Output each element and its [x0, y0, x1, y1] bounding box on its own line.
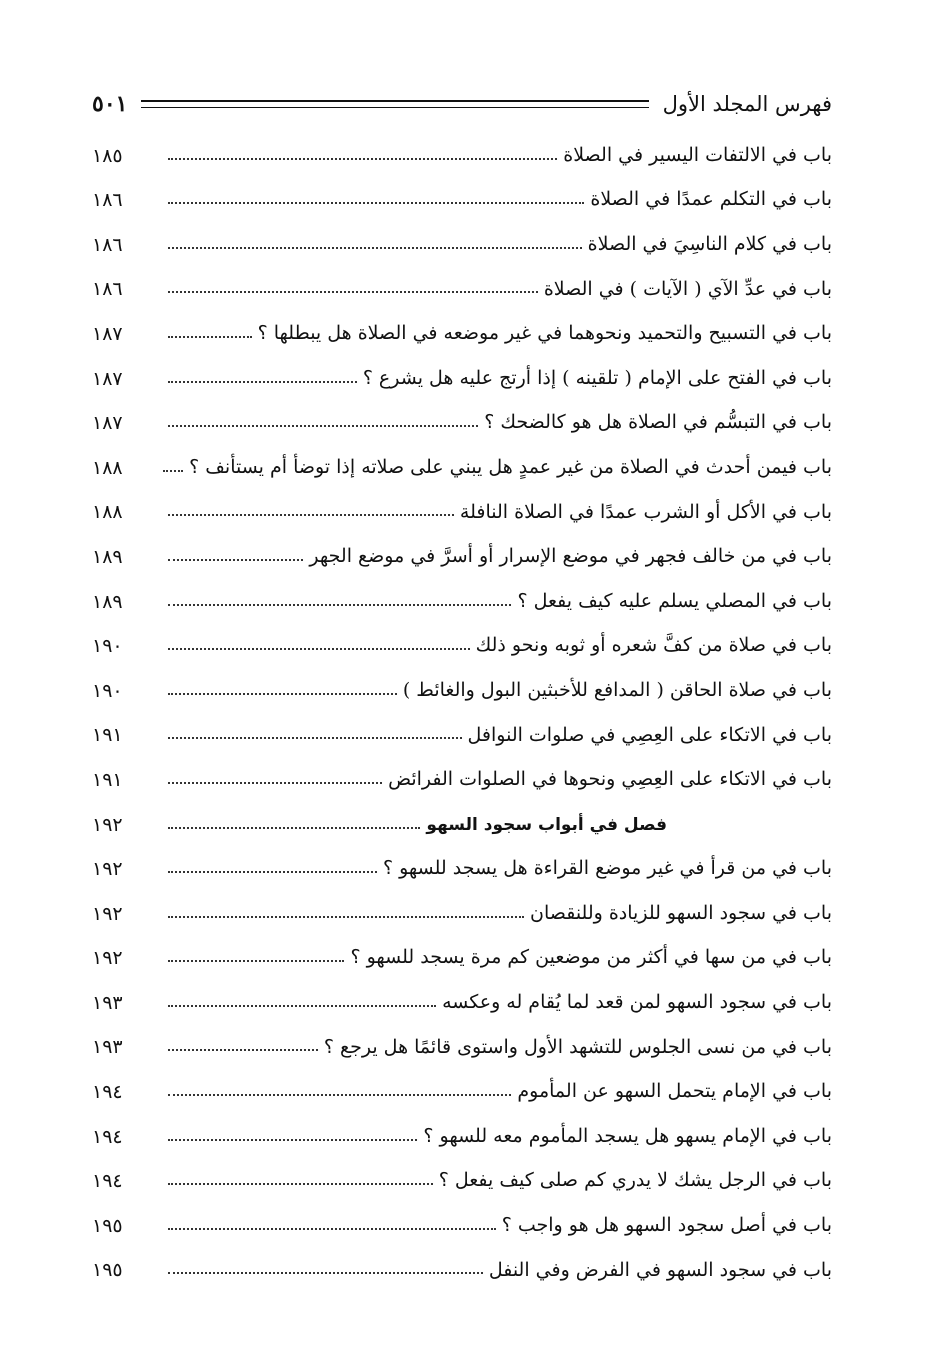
- toc-entry-title: باب في الأكل أو الشرب عمدًا في الصلاة النافلة: [459, 500, 832, 523]
- toc-entry: [92, 619, 832, 664]
- toc-entry-title: باب في من خالف فجهر في موضع الإسرار أو أسرَّ في موضع الجهر: [309, 545, 832, 568]
- dot-leader: [163, 469, 183, 472]
- toc-entry-title: باب في الرجل يشك لا يدري كم صلى كيف يفعل ؟: [438, 1169, 832, 1192]
- toc-entry-page: ١٩٥: [92, 1259, 123, 1282]
- toc-entry: [92, 440, 832, 485]
- toc-entry-title: باب في الاتكاء على العِصِي ونحوها في الصلوات الفرائض: [388, 768, 832, 791]
- toc-entry: [92, 485, 832, 530]
- toc-entry-page: ١٨٦: [92, 278, 123, 301]
- dot-leader: [168, 157, 557, 160]
- toc-entry: [92, 886, 832, 931]
- dot-leader: [168, 959, 344, 962]
- toc-entry: [92, 574, 832, 619]
- dot-leader: [168, 870, 377, 873]
- toc-entry-page: ١٩١: [92, 724, 123, 747]
- page-header: [92, 86, 832, 122]
- toc-entry: [92, 1154, 832, 1199]
- toc-entry: [92, 663, 832, 708]
- toc-entry: [92, 217, 832, 262]
- dot-leader: [168, 246, 582, 249]
- dot-leader: [168, 1227, 496, 1230]
- toc-entry-title: باب في كلام الناسِيَ في الصلاة: [587, 232, 832, 255]
- toc-entry-title: باب في صلاة من كفَّ شعره أو ثوبه ونحو ذلك: [475, 634, 832, 657]
- dot-leader: [168, 1182, 433, 1185]
- toc-entry: [92, 1198, 832, 1243]
- toc-entry: [92, 1020, 832, 1065]
- toc-entry: [92, 975, 832, 1020]
- dot-leader: [168, 1093, 511, 1096]
- toc-entry-page: ١٩٣: [92, 1036, 123, 1059]
- toc-entry-title: باب في الإمام يتحمل السهو عن المأموم: [517, 1080, 832, 1103]
- dot-leader: [168, 1048, 318, 1051]
- toc-entry: [92, 306, 832, 351]
- toc-entry-title: باب في صلاة الحاقن ( المدافع للأخبثين البول والغائط ): [402, 678, 832, 701]
- running-title: فهرس المجلد الأول: [662, 92, 832, 116]
- toc-entry-title: باب في الفتح على الإمام ( تلقينه ) إذا أرتج عليه هل يشرع ؟: [362, 366, 832, 389]
- toc-entry-title: باب فيمن أحدث في الصلاة من غير عمدٍ هل يبني على صلاته إذا توضأ أم يستأنف ؟: [189, 455, 832, 478]
- dot-leader: [168, 736, 462, 739]
- dot-leader: [168, 558, 303, 561]
- toc-entry-page: ١٩٢: [92, 902, 123, 925]
- toc-section-heading: [92, 797, 832, 842]
- toc-entry-title: باب في من نسى الجلوس للتشهد الأول واستوى قائمًا هل يرجع ؟: [323, 1035, 832, 1058]
- toc-entry-page: ١٨٨: [92, 501, 123, 524]
- header-rule: [141, 100, 648, 108]
- toc-entry: [92, 931, 832, 976]
- dot-leader: [168, 335, 252, 338]
- toc-entry-title: باب في التسبيح والتحميد ونحوهما في غير موضعه في الصلاة هل يبطلها ؟: [257, 322, 832, 345]
- toc-entry-title: باب في سجود السهو لمن قعد لما يُقام له وعكسه: [442, 991, 832, 1014]
- toc-entry: [92, 173, 832, 218]
- toc-entry-title: باب في عدِّ الآي ( الآيات ) في الصلاة: [543, 277, 832, 300]
- toc-entry-page: ١٨٩: [92, 590, 123, 613]
- toc-entry-title: باب في من قرأ في غير موضع القراءة هل يسجد للسهو ؟: [382, 857, 832, 880]
- dot-leader: [168, 290, 538, 293]
- toc-entry: [92, 708, 832, 753]
- toc-entry-page: ١٨٦: [92, 233, 123, 256]
- toc-entry: [92, 529, 832, 574]
- toc-entry-page: ١٩٠: [92, 635, 123, 658]
- toc-entry: [92, 752, 832, 797]
- toc-entry: [92, 1243, 832, 1288]
- toc-entry-page: ١٨٧: [92, 367, 123, 390]
- dot-leader: [168, 826, 420, 829]
- dot-leader: [168, 603, 511, 606]
- toc-entry-page: ١٩٠: [92, 679, 123, 702]
- dot-leader: [168, 201, 584, 204]
- toc-entry-title: باب في سجود السهو في الفرض وفي النفل: [488, 1258, 832, 1281]
- toc-entry-page: ١٩٣: [92, 991, 123, 1014]
- dot-leader: [168, 513, 454, 516]
- toc-entry-title: باب في المصلي يسلم عليه كيف يفعل ؟: [517, 589, 832, 612]
- toc-entry-title: باب في سجود السهو للزيادة وللنقصان: [529, 901, 832, 924]
- toc-entry-page: ١٩٤: [92, 1081, 123, 1104]
- toc-entry-title: فصل في أبواب سجود السهو: [426, 815, 667, 836]
- toc-entry: [92, 842, 832, 887]
- dot-leader: [168, 1138, 417, 1141]
- toc-entry-page: ١٩١: [92, 768, 123, 791]
- toc-entry-page: ١٩٢: [92, 858, 123, 881]
- dot-leader: [168, 424, 478, 427]
- dot-leader: [168, 1271, 483, 1274]
- toc-entry: [92, 262, 832, 307]
- table-of-contents: [92, 128, 832, 1287]
- dot-leader: [168, 647, 470, 650]
- toc-entry-title: باب في الالتفات اليسير في الصلاة: [563, 143, 832, 166]
- toc-entry-page: ١٨٧: [92, 412, 123, 435]
- toc-entry-page: ١٩٤: [92, 1125, 123, 1148]
- toc-entry-page: ١٩٢: [92, 947, 123, 970]
- dot-leader: [168, 1004, 436, 1007]
- toc-entry-page: ١٩٥: [92, 1214, 123, 1237]
- toc-entry-page: ١٩٤: [92, 1170, 123, 1193]
- toc-entry-page: ١٨٧: [92, 322, 123, 345]
- toc-entry: [92, 1064, 832, 1109]
- dot-leader: [168, 915, 524, 918]
- toc-entry: [92, 128, 832, 173]
- toc-entry-title: باب في التكلم عمدًا في الصلاة: [590, 188, 832, 211]
- toc-entry: [92, 1109, 832, 1154]
- toc-entry-title: باب في الاتكاء على العِصِي في صلوات النوافل: [467, 723, 832, 746]
- toc-entry-title: باب في من سها في أكثر من موضعين كم مرة يسجد للسهو ؟: [350, 946, 832, 969]
- toc-entry-page: ١٨٦: [92, 189, 123, 212]
- toc-entry-title: باب في أصل سجود السهو هل هو واجب ؟: [501, 1214, 832, 1237]
- toc-entry: [92, 396, 832, 441]
- toc-entry-page: ١٨٩: [92, 545, 123, 568]
- toc-entry-page: ١٨٥: [92, 144, 123, 167]
- toc-entry-page: ١٩٢: [92, 813, 123, 836]
- dot-leader: [168, 380, 357, 383]
- dot-leader: [168, 692, 397, 695]
- page-number: ٥٠١: [92, 91, 128, 117]
- toc-entry-page: ١٨٨: [92, 456, 123, 479]
- dot-leader: [168, 781, 382, 784]
- toc-entry-title: باب في الإمام يسهو هل يسجد المأموم معه للسهو ؟: [423, 1124, 832, 1147]
- toc-entry-title: باب في التبسُّم في الصلاة هل هو كالضحك ؟: [484, 411, 832, 434]
- toc-entry: [92, 351, 832, 396]
